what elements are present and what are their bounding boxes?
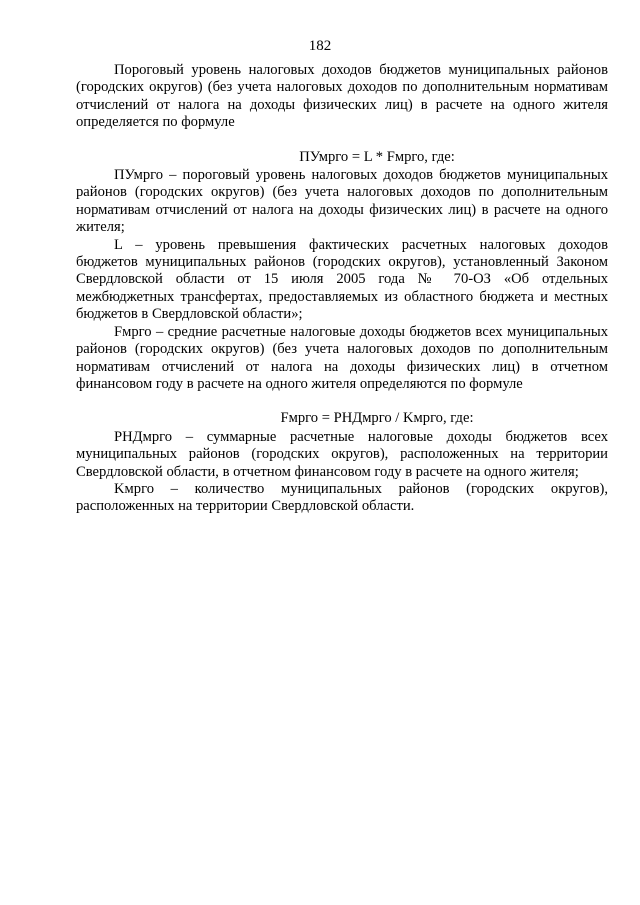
formula-fmrgo: Fмрго = РНДмрго / Kмрго, где: bbox=[280, 410, 474, 427]
document-body bbox=[76, 62, 608, 516]
definition-pumrgo: ПУмрго – пороговый уровень налоговых доходов бюджетов муниципальных районов (городских округов) (без учета налоговых доходов по дополнительным нормативам отчислений от налога на доходы физических лиц) в расчете на одного жителя; bbox=[76, 167, 608, 236]
definition-rndmrgo: РНДмрго – суммарные расчетные налоговые доходы бюджетов всех муниципальных районов (городских округов), расположенных на территории Свердловской области, в отчетном финансовом году в расчете на одного жителя; bbox=[76, 428, 608, 480]
definition-kmrgo: Kмрго – количество муниципальных районов (городских округов), расположенных на территории Свердловской области. bbox=[76, 480, 608, 515]
page-number: 182 bbox=[308, 38, 332, 54]
formula-pumrgo: ПУмрго = L * Fмрго, где: bbox=[299, 148, 455, 165]
definition-l: L – уровень превышения фактических расчетных налоговых доходов бюджетов муниципальных районов (городских округов), установленный Законом Свердловской области от 15 июля 2005 года № 70-ОЗ «Об отдельных межбюджетных трансфертах, предоставляемых из областного бюджета и местных бюджетов в Свердловской области»; bbox=[76, 236, 608, 323]
definition-fmrgo: Fмрго – средние расчетные налоговые доходы бюджетов всех муниципальных районов (городских округов) (без учета налоговых доходов по дополнительным нормативам отчислений от налога на доходы физических лиц) в отчетном финансовом году в расчете на одного жителя определяются по формуле bbox=[76, 323, 608, 392]
intro-paragraph: Пороговый уровень налоговых доходов бюджетов муниципальных районов (городских округов) (без учета налоговых доходов по дополнительным нормативам отчислений от налога на доходы физических лиц) в расчете на одного жителя определяется по формуле bbox=[76, 62, 608, 131]
